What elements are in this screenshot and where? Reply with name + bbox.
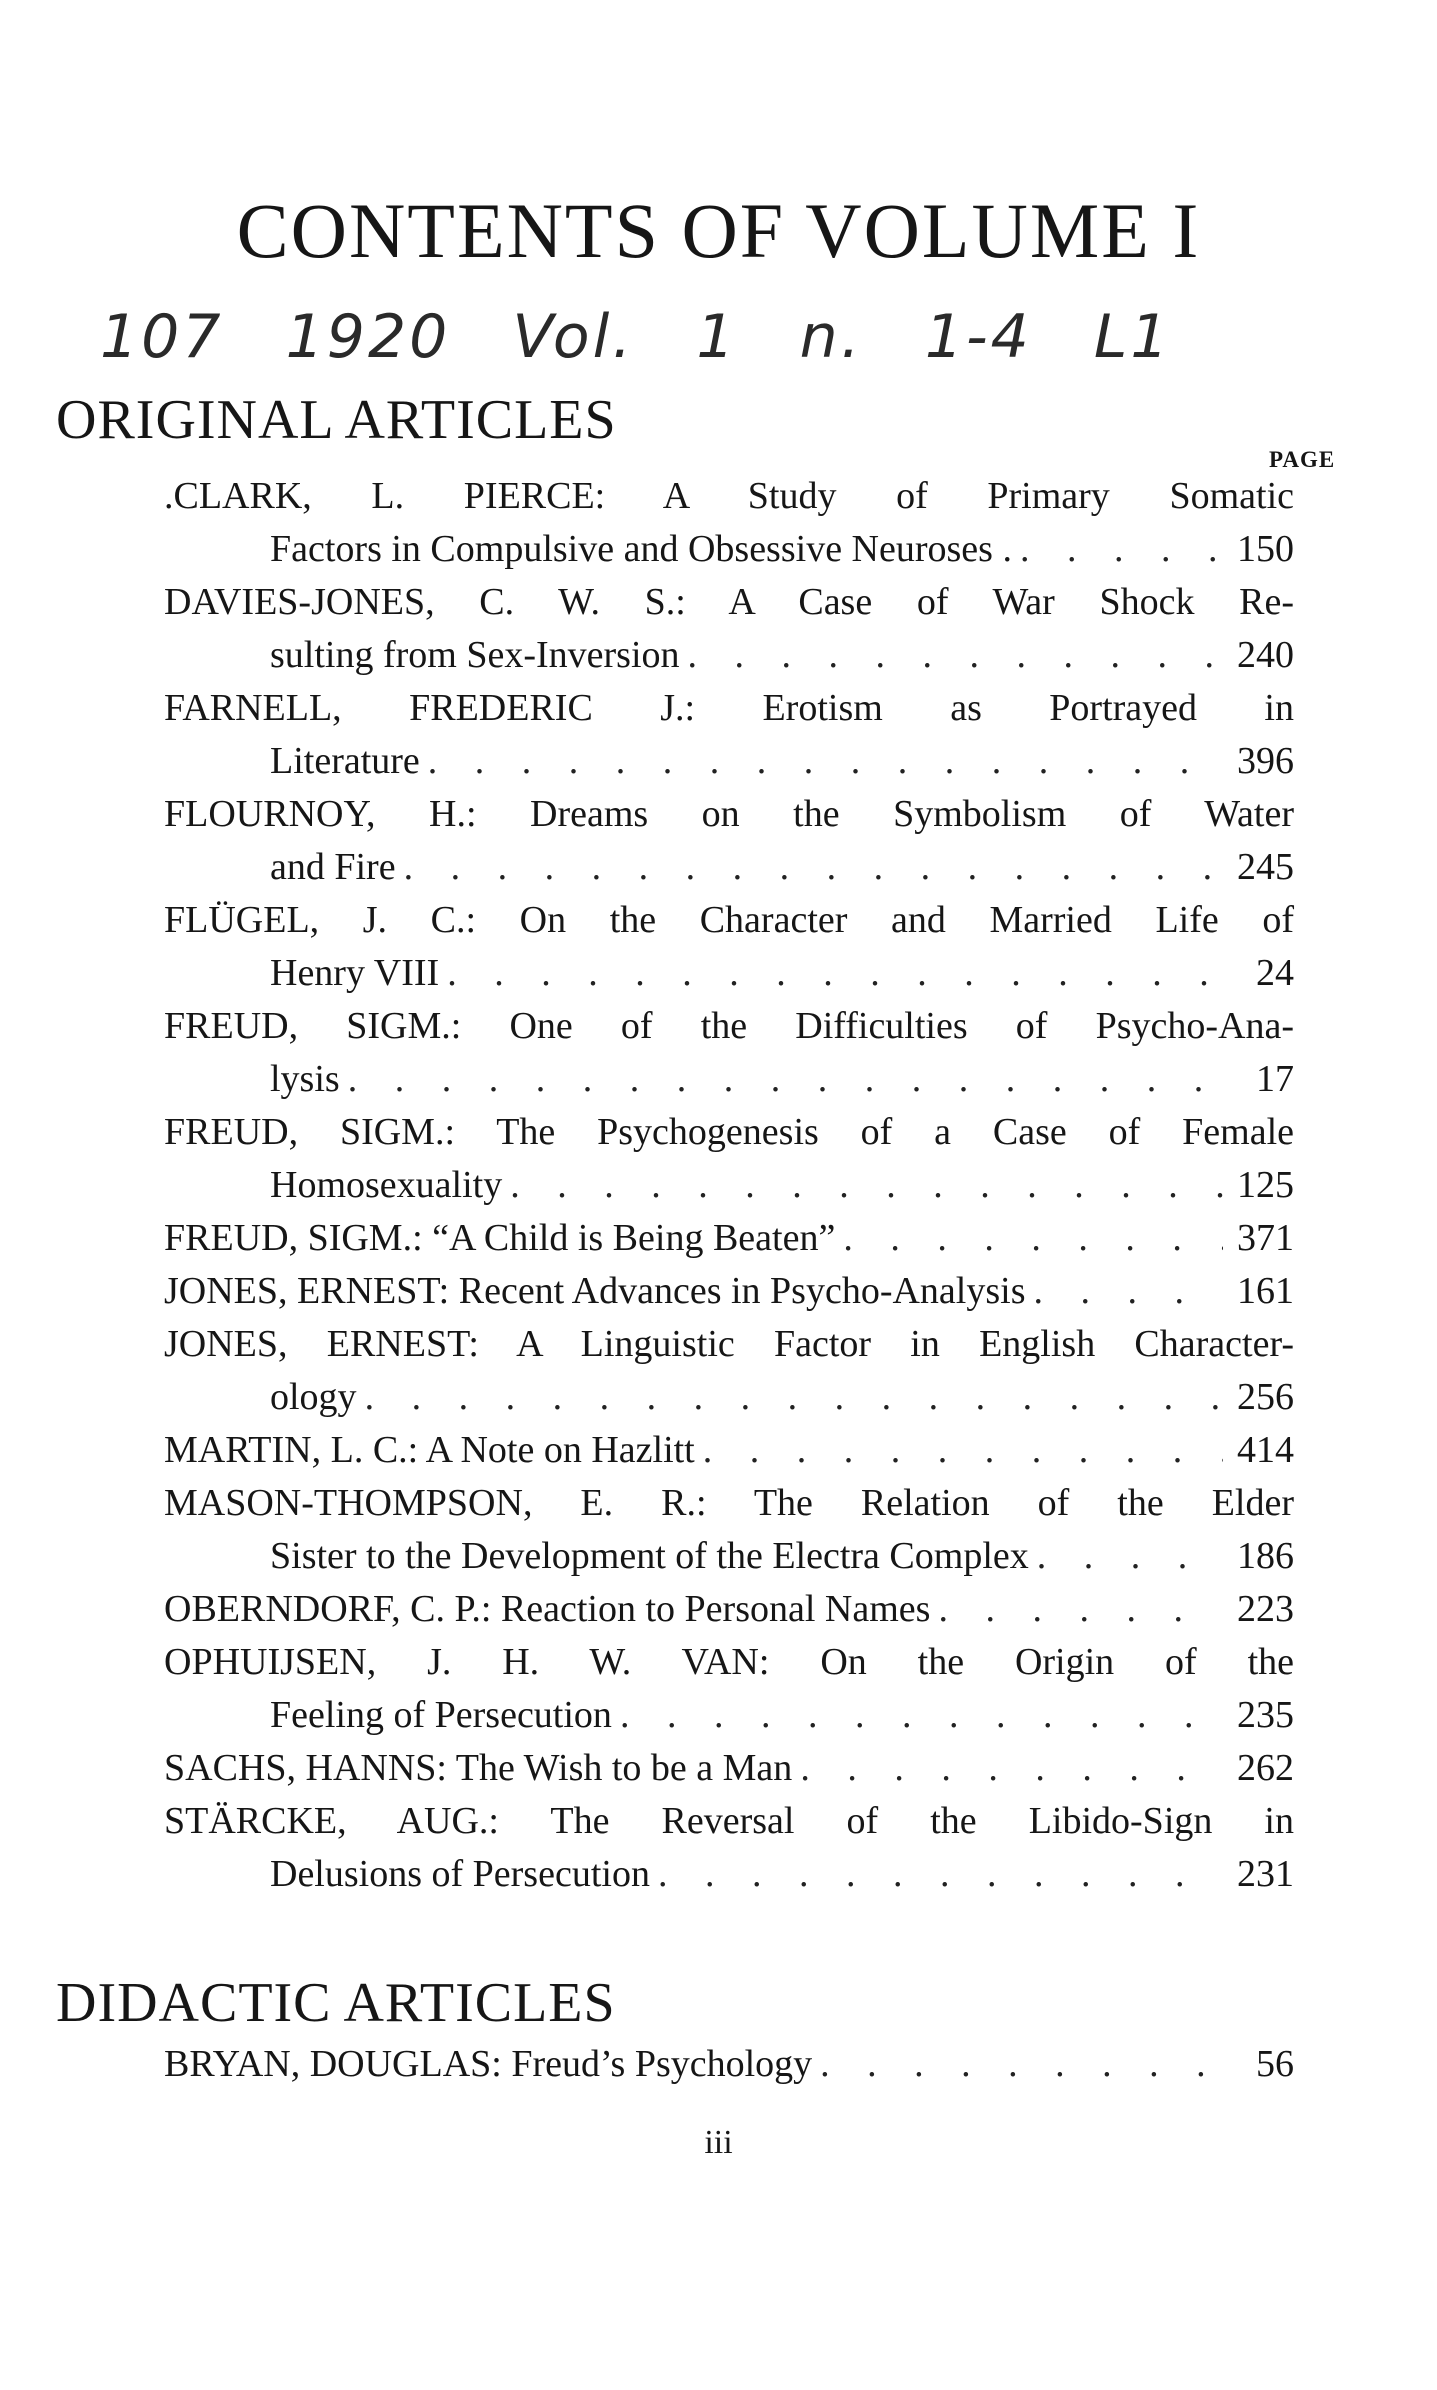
toc-entry-line: FREUD, SIGM.: One of the Difficulties of Psycho-Ana- xyxy=(164,1005,1294,1047)
dot-leader xyxy=(688,629,1223,682)
toc-page-number: 262 xyxy=(1237,1747,1294,1789)
toc-entry-text: Feeling of Persecution xyxy=(270,1694,612,1736)
toc-entry-line: FLÜGEL, J. C.: On the Character and Married Life of xyxy=(164,899,1294,941)
toc-entry xyxy=(164,682,1294,788)
toc-entry-text: Literature xyxy=(270,740,420,782)
toc-entry-line xyxy=(164,1424,1294,1477)
dot-leader xyxy=(658,1848,1223,1901)
toc-entry-line: .CLARK, L. PIERCE: A Study of Primary Somatic xyxy=(164,475,1294,517)
toc-page-number: 24 xyxy=(1256,952,1294,994)
toc-entry xyxy=(164,1742,1294,1795)
toc-entry-line xyxy=(164,1583,1294,1636)
toc-entry-text: BRYAN, DOUGLAS: Freud’s Psychology xyxy=(164,2043,813,2085)
toc-entry-line xyxy=(270,1371,1294,1424)
toc-entry-line xyxy=(270,1689,1294,1742)
toc-entry-text: JONES, ERNEST: Recent Advances in Psycho-Analysis xyxy=(164,1270,1026,1312)
toc-page-number: 235 xyxy=(1237,1694,1294,1736)
toc-page-number: 186 xyxy=(1237,1535,1294,1577)
toc-entry xyxy=(164,1212,1294,1265)
toc-entry-text: Homosexuality xyxy=(270,1164,503,1206)
toc-entry-line: STÄRCKE, AUG.: The Reversal of the Libido-Sign in xyxy=(164,1800,1294,1842)
dot-leader xyxy=(843,1212,1223,1265)
toc-entry-line: FARNELL, FREDERIC J.: Erotism as Portrayed in xyxy=(164,687,1294,729)
toc-entry-line xyxy=(270,523,1294,576)
toc-entry-line xyxy=(270,1530,1294,1583)
toc-entry-text: SACHS, HANNS: The Wish to be a Man xyxy=(164,1747,793,1789)
toc-entry-line: FREUD, SIGM.: The Psychogenesis of a Case of Female xyxy=(164,1111,1294,1153)
toc-entry-line xyxy=(270,1848,1294,1901)
toc-page-number: 414 xyxy=(1237,1429,1294,1471)
handwritten-catalog-note: 107 1920 Vol. 1 n. 1-4 L1 xyxy=(100,302,1172,372)
toc-entry xyxy=(164,1265,1294,1318)
dot-leader xyxy=(800,1742,1223,1795)
toc-page-number: 56 xyxy=(1256,2043,1294,2085)
toc-entry-line xyxy=(164,2038,1294,2091)
dot-leader xyxy=(1033,1265,1223,1318)
dot-leader xyxy=(348,1053,1242,1106)
toc-entry xyxy=(164,1583,1294,1636)
dot-leader xyxy=(1037,1530,1223,1583)
toc-entry-line xyxy=(164,1212,1294,1265)
toc-entry-text: Sister to the Development of the Electra Complex xyxy=(270,1535,1029,1577)
toc-entry-text: ology xyxy=(270,1376,357,1418)
section-heading-didactic-articles: DIDACTIC ARTICLES xyxy=(56,1972,616,2034)
toc-entry xyxy=(164,1106,1294,1212)
page-title: CONTENTS OF VOLUME I xyxy=(236,187,1201,274)
toc-page-number: 231 xyxy=(1237,1853,1294,1895)
toc-entry xyxy=(164,1318,1294,1424)
toc-entry-text: OBERNDORF, C. P.: Reaction to Personal Names xyxy=(164,1588,931,1630)
toc-entry xyxy=(164,576,1294,682)
toc-entry-line xyxy=(270,947,1294,1000)
dot-leader xyxy=(938,1583,1223,1636)
toc-page-number: 161 xyxy=(1237,1270,1294,1312)
toc-entry-line xyxy=(270,1159,1294,1212)
dot-leader xyxy=(510,1159,1223,1212)
toc-entry-line xyxy=(270,841,1294,894)
toc-entry-line xyxy=(164,1265,1294,1318)
dot-leader xyxy=(365,1371,1223,1424)
toc-entry-line xyxy=(270,1053,1294,1106)
toc-entry-line xyxy=(270,735,1294,788)
toc-entry xyxy=(164,894,1294,1000)
page-column-label: PAGE xyxy=(1269,447,1336,472)
toc-entry-text: sulting from Sex-Inversion xyxy=(270,634,680,676)
page-folio: iii xyxy=(704,2124,733,2161)
toc-entry xyxy=(164,788,1294,894)
toc-entry xyxy=(164,470,1294,576)
toc-entry xyxy=(164,1795,1294,1901)
dot-leader xyxy=(1020,523,1223,576)
toc-entry-line xyxy=(164,1742,1294,1795)
toc-page-number: 125 xyxy=(1237,1164,1294,1206)
toc-entry-text: FREUD, SIGM.: “A Child is Being Beaten” xyxy=(164,1217,836,1259)
toc-entry xyxy=(164,1636,1294,1742)
toc-page-number: 256 xyxy=(1237,1376,1294,1418)
toc-entry-line: MASON-THOMPSON, E. R.: The Relation of the Elder xyxy=(164,1482,1294,1524)
toc-entry-text: and Fire xyxy=(270,846,396,888)
toc-entry xyxy=(164,1424,1294,1477)
dot-leader xyxy=(820,2038,1242,2091)
toc-page-number: 396 xyxy=(1237,740,1294,782)
toc-entry xyxy=(164,2038,1294,2091)
toc-entry-text: Factors in Compulsive and Obsessive Neuroses . xyxy=(270,528,1012,570)
dot-leader xyxy=(703,1424,1223,1477)
toc-page-number: 371 xyxy=(1237,1217,1294,1259)
dot-leader xyxy=(428,735,1223,788)
toc-entry-line: OPHUIJSEN, J. H. W. VAN: On the Origin of the xyxy=(164,1641,1294,1683)
dot-leader xyxy=(404,841,1223,894)
toc-page-number: 245 xyxy=(1237,846,1294,888)
section-heading-original-articles: ORIGINAL ARTICLES xyxy=(56,389,617,451)
dot-leader xyxy=(620,1689,1223,1742)
toc-entry-line: FLOURNOY, H.: Dreams on the Symbolism of Water xyxy=(164,793,1294,835)
toc-entry-text: lysis xyxy=(270,1058,340,1100)
toc-entry-text: Henry VIII xyxy=(270,952,440,994)
toc-page-number: 223 xyxy=(1237,1588,1294,1630)
toc-page-number: 240 xyxy=(1237,634,1294,676)
toc-page-number: 17 xyxy=(1256,1058,1294,1100)
toc-entry-line xyxy=(270,629,1294,682)
toc-entry-text: MARTIN, L. C.: A Note on Hazlitt xyxy=(164,1429,695,1471)
toc-entry xyxy=(164,1000,1294,1106)
toc-entry-line: JONES, ERNEST: A Linguistic Factor in English Character- xyxy=(164,1323,1294,1365)
toc-entry xyxy=(164,1477,1294,1583)
toc-entry-text: Delusions of Persecution xyxy=(270,1853,650,1895)
toc-entry-line: DAVIES-JONES, C. W. S.: A Case of War Shock Re- xyxy=(164,581,1294,623)
dot-leader xyxy=(447,947,1242,1000)
toc-page-number: 150 xyxy=(1237,528,1294,570)
